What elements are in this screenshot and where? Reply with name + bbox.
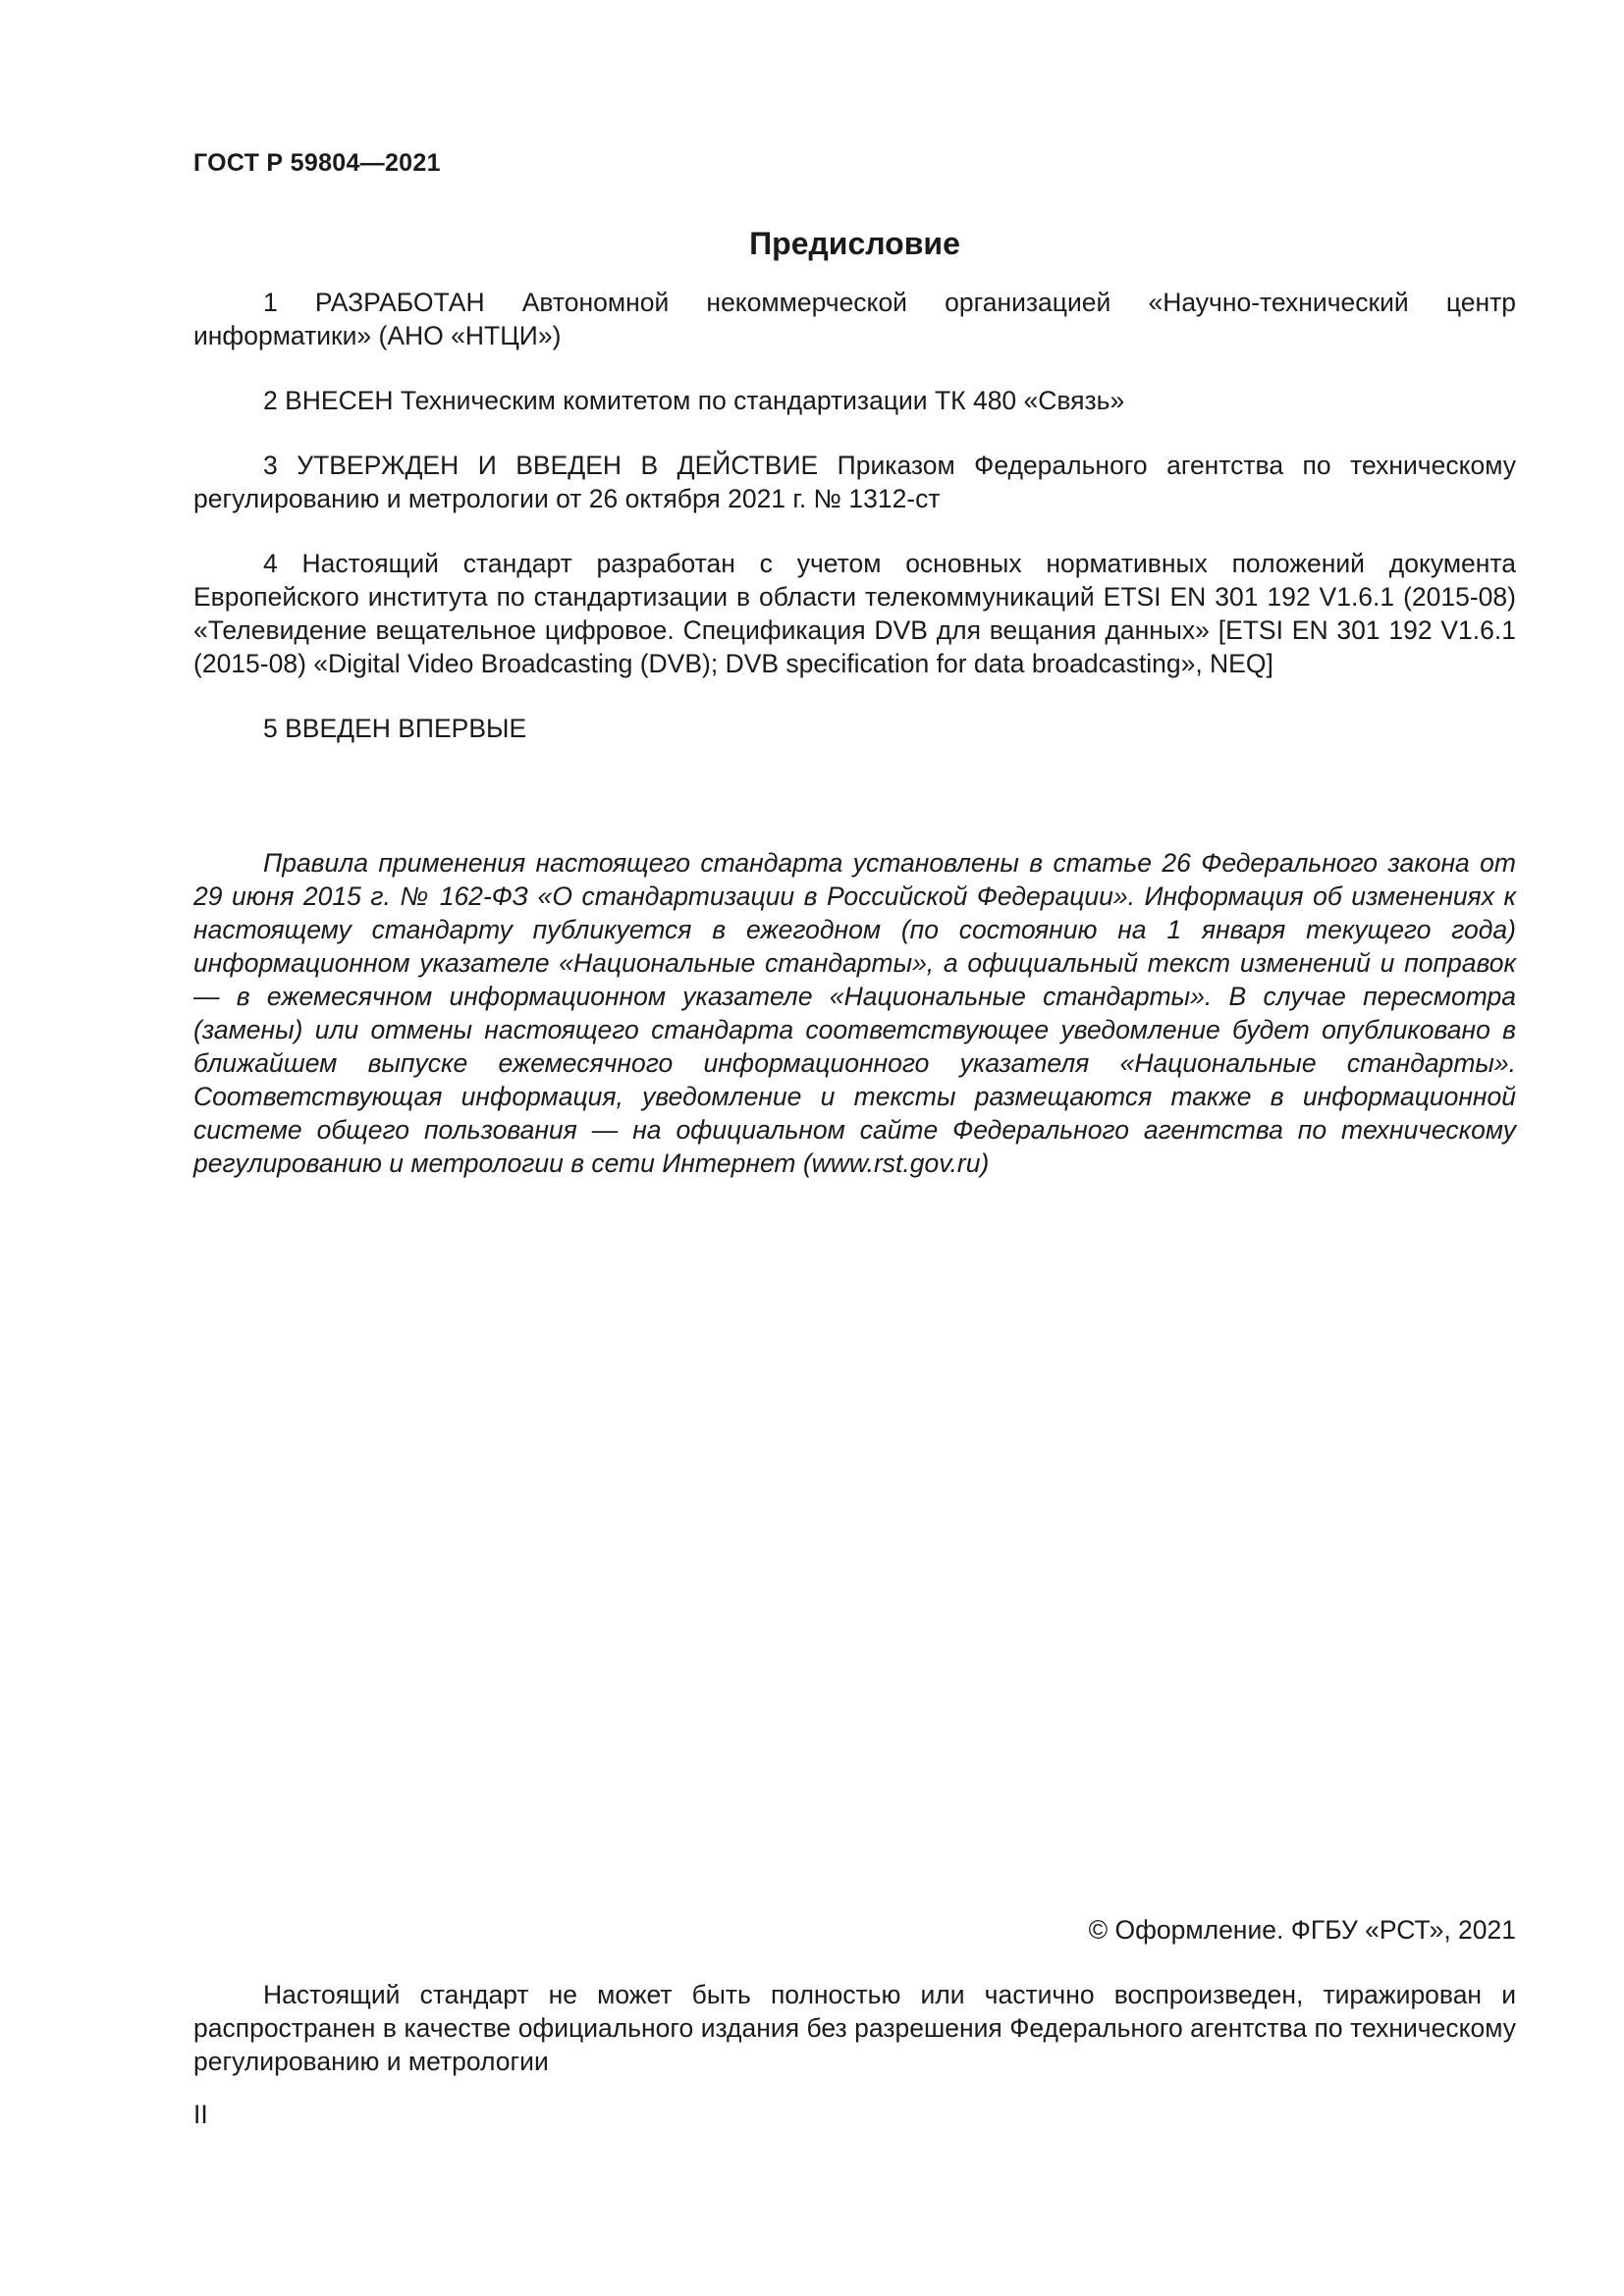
copyright-line: © Оформление. ФГБУ «РСТ», 2021 (1088, 1915, 1516, 1945)
standard-code-header: ГОСТ Р 59804—2021 (193, 149, 441, 177)
foreword-item-developed: 1 РАЗРАБОТАН Автономной некоммерческой организацией «Научно-технический центр информатики» (АНО «НТЦИ») (193, 288, 1516, 350)
foreword-list (193, 286, 1516, 776)
foreword-item-approved: 3 УТВЕРЖДЕН И ВВЕДЕН В ДЕЙСТВИЕ Приказом Федерального агентства по техническому регулированию и метрологии от 26 октября 2021 г. № 1312-ст (193, 451, 1516, 513)
page-number: II (193, 2100, 208, 2129)
application-rules-notice: Правила применения настоящего стандарта установлены в статье 26 Федерального закона от 29 июня 2015 г. № 162-ФЗ «О стандартизации в Российской Федерации». Информация об изменениях к настоящему стандарту публикуется в ежегодном (по состоянию на 1 января текущего года) информационном указателе «Национальные стандарты», а официальный текст изменений и поправок — в ежемесячном информационном указателе «Национальные стандарты». В случае пересмотра (замены) или отмены настоящего стандарта соответствующее уведомление будет опубликовано в ближайшем выпуске ежемесячного информационного указателя «Национальные стандарты». Соответствующая информация, уведомление и тексты размещаются также в информационной системе общего пользования — на официальном сайте Федерального агентства по техническому регулированию и метрологии в сети Интернет (www.rst.gov.ru) (193, 848, 1516, 1178)
foreword-item-introduced: 5 ВВЕДЕН ВПЕРВЫЕ (263, 714, 527, 743)
section-title: Предисловие (749, 226, 960, 261)
foreword-item-basis: 4 Настоящий стандарт разработан с учетом основных нормативных положений документа Европейского института по стандартизации в области телекоммуникаций ETSI EN 301 192 V1.6.1 (2015-08) «Телевидение вещательное цифровое. Спецификация DVB для вещания данных» [ETSI EN 301 192 V1.6.1 (2015-08) «Digital Video Broadcasting (DVB); DVB specification for data broadcasting», NEQ] (193, 549, 1516, 678)
foreword-item-submitted: 2 ВНЕСЕН Техническим комитетом по стандартизации ТК 480 «Связь» (263, 386, 1125, 415)
reproduction-notice: Настоящий стандарт не может быть полностью или частично воспроизведен, тиражирован и распространен в качестве официального издания без разрешения Федерального агентства по техническому регулированию и метрологии (193, 1980, 1516, 2076)
